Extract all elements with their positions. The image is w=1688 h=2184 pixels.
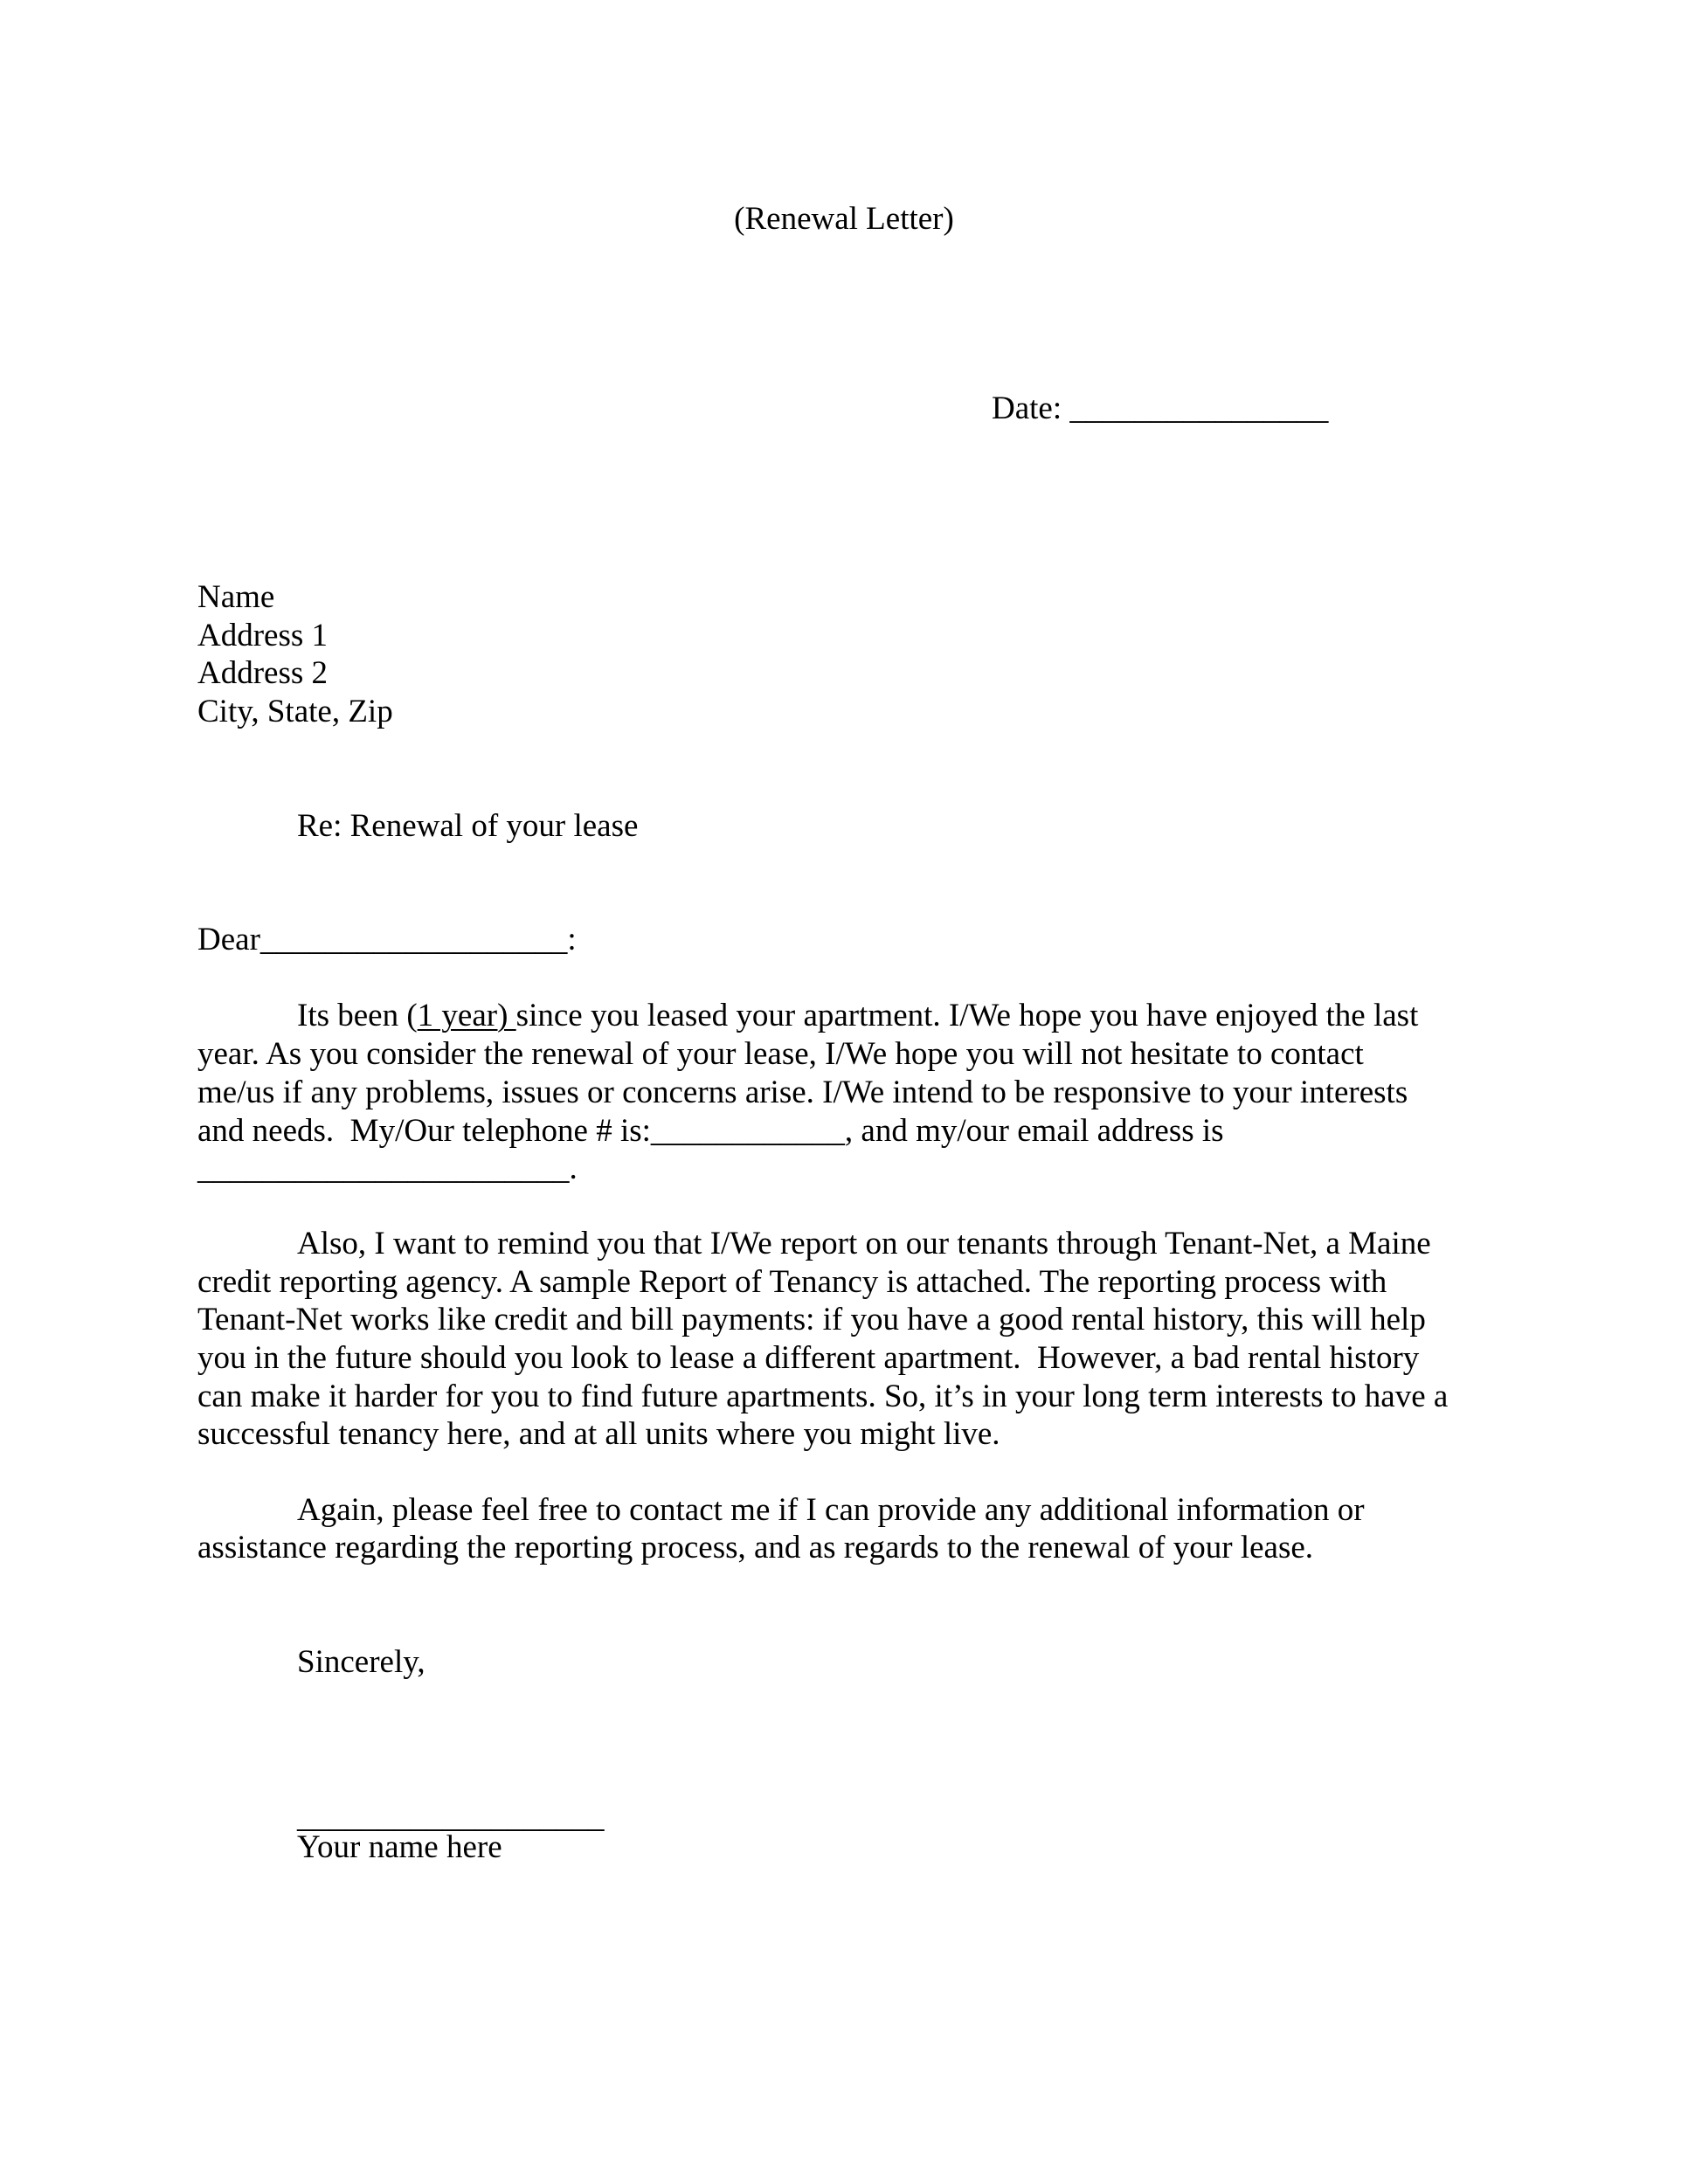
salutation-blank: ___________________ bbox=[259, 922, 568, 957]
paragraph-2-line-3: Tenant-Net works like credit and bill payments: if you have a good rental history, this will help bbox=[197, 1302, 1426, 1337]
paragraph-3-line-2: assistance regarding the reporting process, and as regards to the renewal of your lease. bbox=[197, 1530, 1314, 1565]
p1-text: and needs. My/Our telephone # is: bbox=[197, 1113, 651, 1149]
recipient-name: Name bbox=[197, 579, 275, 615]
salutation bbox=[197, 921, 577, 959]
recipient-city-state-zip: City, State, Zip bbox=[197, 694, 393, 729]
date-label: Date: bbox=[992, 390, 1070, 426]
subject-line: Re: Renewal of your lease bbox=[297, 808, 639, 844]
p1-text: Its been ( bbox=[297, 998, 418, 1033]
paragraph-2-line-6: successful tenancy here, and at all units where you might live. bbox=[197, 1416, 1000, 1452]
recipient-address-2: Address 2 bbox=[197, 655, 329, 691]
date-blank: ________________ bbox=[1069, 390, 1329, 426]
email-blank: _______________________ bbox=[197, 1151, 570, 1186]
salutation-label: Dear bbox=[197, 922, 260, 957]
closing: Sincerely, bbox=[297, 1644, 425, 1680]
date-field bbox=[992, 390, 1328, 428]
document-title: (Renewal Letter) bbox=[734, 201, 954, 237]
p1-text: since you leased your apartment. I/We hope you have enjoyed the last bbox=[515, 998, 1419, 1033]
paragraph-2-line-4: you in the future should you look to lease a different apartment. However, a bad rental history bbox=[197, 1340, 1420, 1376]
paragraph-1-line-5 bbox=[197, 1150, 578, 1188]
salutation-colon: : bbox=[567, 922, 577, 957]
paragraph-1-line-1 bbox=[297, 997, 1418, 1035]
signature-name: Your name here bbox=[297, 1829, 502, 1865]
p1-text: , and my/our email address is bbox=[844, 1113, 1224, 1149]
paragraph-1-line-4 bbox=[197, 1112, 1224, 1151]
paragraph-2-line-5: can make it harder for you to find future apartments. So, it’s in your long term interests to have a bbox=[197, 1379, 1449, 1414]
duration-underlined: 1 year) bbox=[417, 998, 516, 1033]
paragraph-1-line-2: year. As you consider the renewal of your lease, I/We hope you will not hesitate to contact bbox=[197, 1036, 1364, 1072]
recipient-address-1: Address 1 bbox=[197, 618, 329, 653]
paragraph-2-line-2: credit reporting agency. A sample Report of Tenancy is attached. The reporting process with bbox=[197, 1264, 1387, 1300]
paragraph-1-line-3: me/us if any problems, issues or concerns arise. I/We intend to be responsive to your interests bbox=[197, 1075, 1408, 1110]
phone-blank: ____________ bbox=[650, 1113, 845, 1149]
paragraph-2-line-1: Also, I want to remind you that I/We report on our tenants through Tenant-Net, a Maine bbox=[297, 1226, 1431, 1261]
paragraph-3-line-1: Again, please feel free to contact me if I can provide any additional information or bbox=[297, 1492, 1365, 1528]
p1-text: . bbox=[569, 1151, 578, 1186]
signature-blank: ___________________ bbox=[297, 1799, 605, 1835]
